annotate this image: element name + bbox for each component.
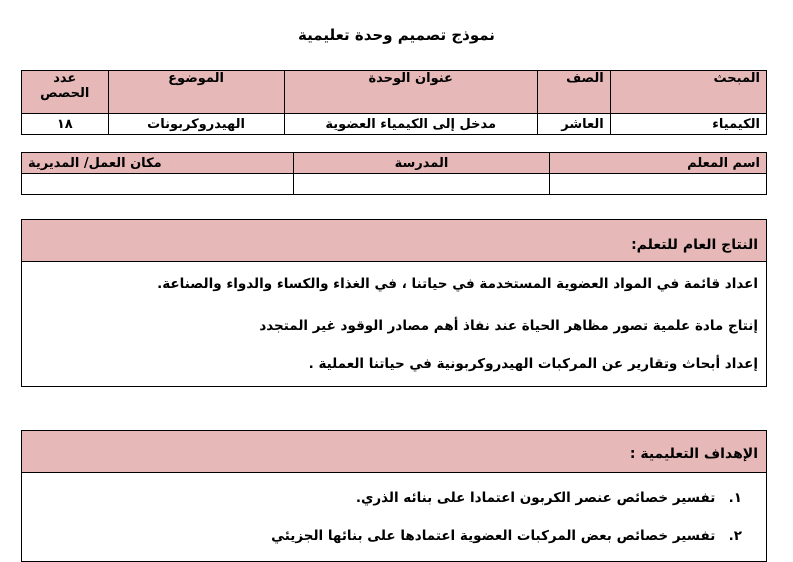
objective-text: تفسير خصائص بعض المركبات العضوية اعتمادها على بنائها الجزيئي <box>271 528 716 544</box>
header-topic: الموضوع <box>108 71 284 114</box>
header-teacher-name: اسم المعلم <box>550 153 767 174</box>
header-unit-title: عنوان الوحدة <box>284 71 537 114</box>
value-topic: الهيدروكربونات <box>108 114 284 135</box>
outcome-item: اعداد قائمة في المواد العضوية المستخدمة في حياتنا ، في الغذاء والكساء والدواء والصناعة. <box>157 276 758 292</box>
value-sessions-count: ١٨ <box>22 114 109 135</box>
value-school <box>294 174 550 195</box>
outcome-item: إنتاج مادة علمية تصور مظاهر الحياة عند نفاذ أهم مصادر الوقود غير المتجدد <box>259 318 758 334</box>
objective-text: تفسير خصائص عنصر الكربون اعتمادا على بنائه الذري. <box>355 490 716 506</box>
learning-outcomes-heading: النتاج العام للتعلم: <box>22 220 766 262</box>
educational-objectives-heading: الإهداف التعليمية : <box>22 431 766 473</box>
objective-item <box>30 517 758 555</box>
educational-objectives-section <box>21 430 767 562</box>
header-school: المدرسة <box>294 153 550 174</box>
objective-number: ١. <box>728 490 742 506</box>
learning-outcomes-section <box>21 219 767 387</box>
value-unit-title: مدخل إلى الكيمياء العضوية <box>284 114 537 135</box>
teacher-info-table <box>21 152 767 195</box>
value-teacher-name <box>550 174 767 195</box>
header-subject: المبحث <box>610 71 766 114</box>
header-workplace-directorate: مكان العمل/ المديرية <box>22 153 294 174</box>
header-grade: الصف <box>537 71 610 114</box>
value-workplace-directorate <box>22 174 294 195</box>
unit-info-table <box>21 70 767 135</box>
outcome-item: إعداد أبحاث وتقارير عن المركبات الهيدروكربونية في حياتنا العملية . <box>308 356 758 372</box>
objective-number: ٢. <box>728 528 742 544</box>
objective-item <box>30 479 758 517</box>
header-sessions-count: عدد الحصص <box>22 71 109 114</box>
value-subject: الكيمياء <box>610 114 766 135</box>
document-title: نموذج تصميم وحدة تعليمية <box>298 26 495 44</box>
value-grade: العاشر <box>537 114 610 135</box>
